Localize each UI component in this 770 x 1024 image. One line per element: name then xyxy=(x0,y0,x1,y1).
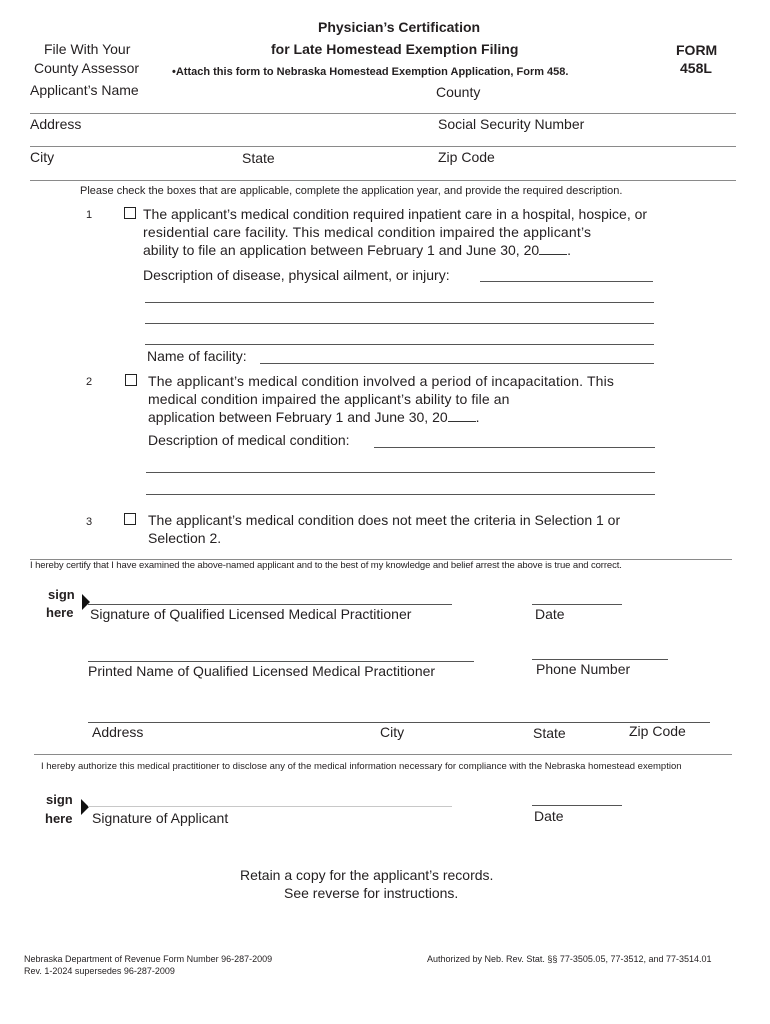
practitioner-address-field[interactable] xyxy=(88,722,710,723)
applicant-auth-divider xyxy=(34,754,732,755)
selection-1-facility-field[interactable] xyxy=(260,363,654,364)
phone-label: Phone Number xyxy=(536,661,631,677)
selection-2-desc-field-1[interactable] xyxy=(374,447,655,448)
practitioner-state-label: State xyxy=(533,725,566,741)
ssn-label: Social Security Number xyxy=(438,116,585,132)
selection-1-number: 1 xyxy=(86,209,93,221)
selection-1-year-field[interactable] xyxy=(539,242,567,255)
certify-statement: I hereby certify that I have examined the above-named applicant and to the best of my knowledge and belief arrest the above is true and correct. xyxy=(30,560,622,571)
printed-name-label: Printed Name of Qualified Licensed Medical Practitioner xyxy=(88,663,436,679)
selection-3-checkbox[interactable] xyxy=(124,513,136,525)
attach-note: •Attach this form to Nebraska Homestead Exemption Application, Form 458. xyxy=(172,66,569,78)
selection-1-line1: The applicant’s medical condition required inpatient care in a hospital, hospice, or xyxy=(143,206,648,222)
applicant-name-label: Applicant’s Name xyxy=(30,82,139,98)
selection-2-line1: The applicant’s medical condition involved a period of incapacitation. This xyxy=(148,373,615,389)
selection-1-desc-field-2[interactable] xyxy=(145,302,654,303)
authorize-statement: I hereby authorize this medical practitioner to disclose any of the medical information necessary for compliance with the Nebraska homestead exemption xyxy=(41,761,682,772)
applicant-signature-field[interactable] xyxy=(88,806,452,807)
practitioner-signature-field[interactable] xyxy=(88,604,452,605)
retain-line1: Retain a copy for the applicant’s records. xyxy=(240,867,494,883)
file-with-line2: County Assessor xyxy=(34,60,140,76)
retain-line2: See reverse for instructions. xyxy=(284,885,459,901)
address-label: Address xyxy=(30,116,82,132)
selection-2-year-field[interactable] xyxy=(448,409,476,422)
selection-1-line2: residential care facility. This medical condition impaired the applicant’s xyxy=(143,224,592,240)
selection-2-line3: application between February 1 and June 30, 20 . xyxy=(148,409,480,425)
zip-label: Zip Code xyxy=(438,149,495,165)
selection-2-line2: medical condition impaired the applicant’s ability to file an xyxy=(148,391,510,407)
applicant-name-field[interactable] xyxy=(30,113,736,114)
practitioner-sign-arrow-icon xyxy=(82,594,90,610)
practitioner-here-text: here xyxy=(46,605,74,620)
file-with-line1: File With Your xyxy=(44,41,131,57)
practitioner-date-field[interactable] xyxy=(532,604,622,605)
selection-2-desc-field-2[interactable] xyxy=(146,472,655,473)
selection-1-desc-field-1[interactable] xyxy=(480,281,653,282)
county-label: County xyxy=(436,84,481,100)
applicant-signature-label: Signature of Applicant xyxy=(92,810,229,826)
selection-3-number: 3 xyxy=(86,516,93,528)
applicant-sign-text: sign xyxy=(46,792,73,807)
selection-2-checkbox[interactable] xyxy=(125,374,137,386)
address-field[interactable] xyxy=(30,146,736,147)
form-number: 458L xyxy=(680,60,712,76)
practitioner-zip-label: Zip Code xyxy=(629,723,686,739)
practitioner-date-label: Date xyxy=(535,606,565,622)
form-label: FORM xyxy=(676,42,718,58)
selection-2-desc-label: Description of medical condition: xyxy=(148,432,350,448)
form-title-line2: for Late Homestead Exemption Filing xyxy=(271,41,519,57)
printed-name-field[interactable] xyxy=(88,661,474,662)
footer-authorized: Authorized by Neb. Rev. Stat. §§ 77-3505.05, 77-3512, and 77-3514.01 xyxy=(427,954,712,964)
applicant-here-text: here xyxy=(45,811,73,826)
applicant-date-field[interactable] xyxy=(532,805,622,806)
selection-3-line2: Selection 2. xyxy=(148,530,222,546)
phone-field[interactable] xyxy=(532,659,668,660)
selection-1-line3: ability to file an application between February 1 and June 30, 20 . xyxy=(143,242,572,258)
footer-dept: Nebraska Department of Revenue Form Number 96-287-2009 xyxy=(24,954,273,964)
selection-1-desc-field-3[interactable] xyxy=(145,323,654,324)
practitioner-address-label: Address xyxy=(92,724,144,740)
applicant-date-label: Date xyxy=(534,808,564,824)
selection-1-desc-label: Description of disease, physical ailment, or injury: xyxy=(143,267,450,283)
practitioner-sign-text: sign xyxy=(48,587,75,602)
practitioner-city-label: City xyxy=(380,724,405,740)
instructions: Please check the boxes that are applicable, complete the application year, and provide the required description. xyxy=(80,185,623,197)
footer-rev: Rev. 1-2024 supersedes 96-287-2009 xyxy=(24,966,175,976)
applicant-sign-arrow-icon xyxy=(81,799,89,815)
city-state-zip-field[interactable] xyxy=(30,180,736,181)
state-label: State xyxy=(242,150,275,166)
selection-3-line1: The applicant’s medical condition does not meet the criteria in Selection 1 or xyxy=(148,512,621,528)
selection-2-desc-field-3[interactable] xyxy=(146,494,655,495)
selection-1-facility-label: Name of facility: xyxy=(147,348,247,364)
selection-2-number: 2 xyxy=(86,376,93,388)
practitioner-signature-label: Signature of Qualified Licensed Medical Practitioner xyxy=(90,606,412,622)
selection-1-desc-field-4[interactable] xyxy=(145,344,654,345)
form-title-line1: Physician’s Certification xyxy=(318,19,481,35)
selection-1-checkbox[interactable] xyxy=(124,207,136,219)
city-label: City xyxy=(30,149,55,165)
